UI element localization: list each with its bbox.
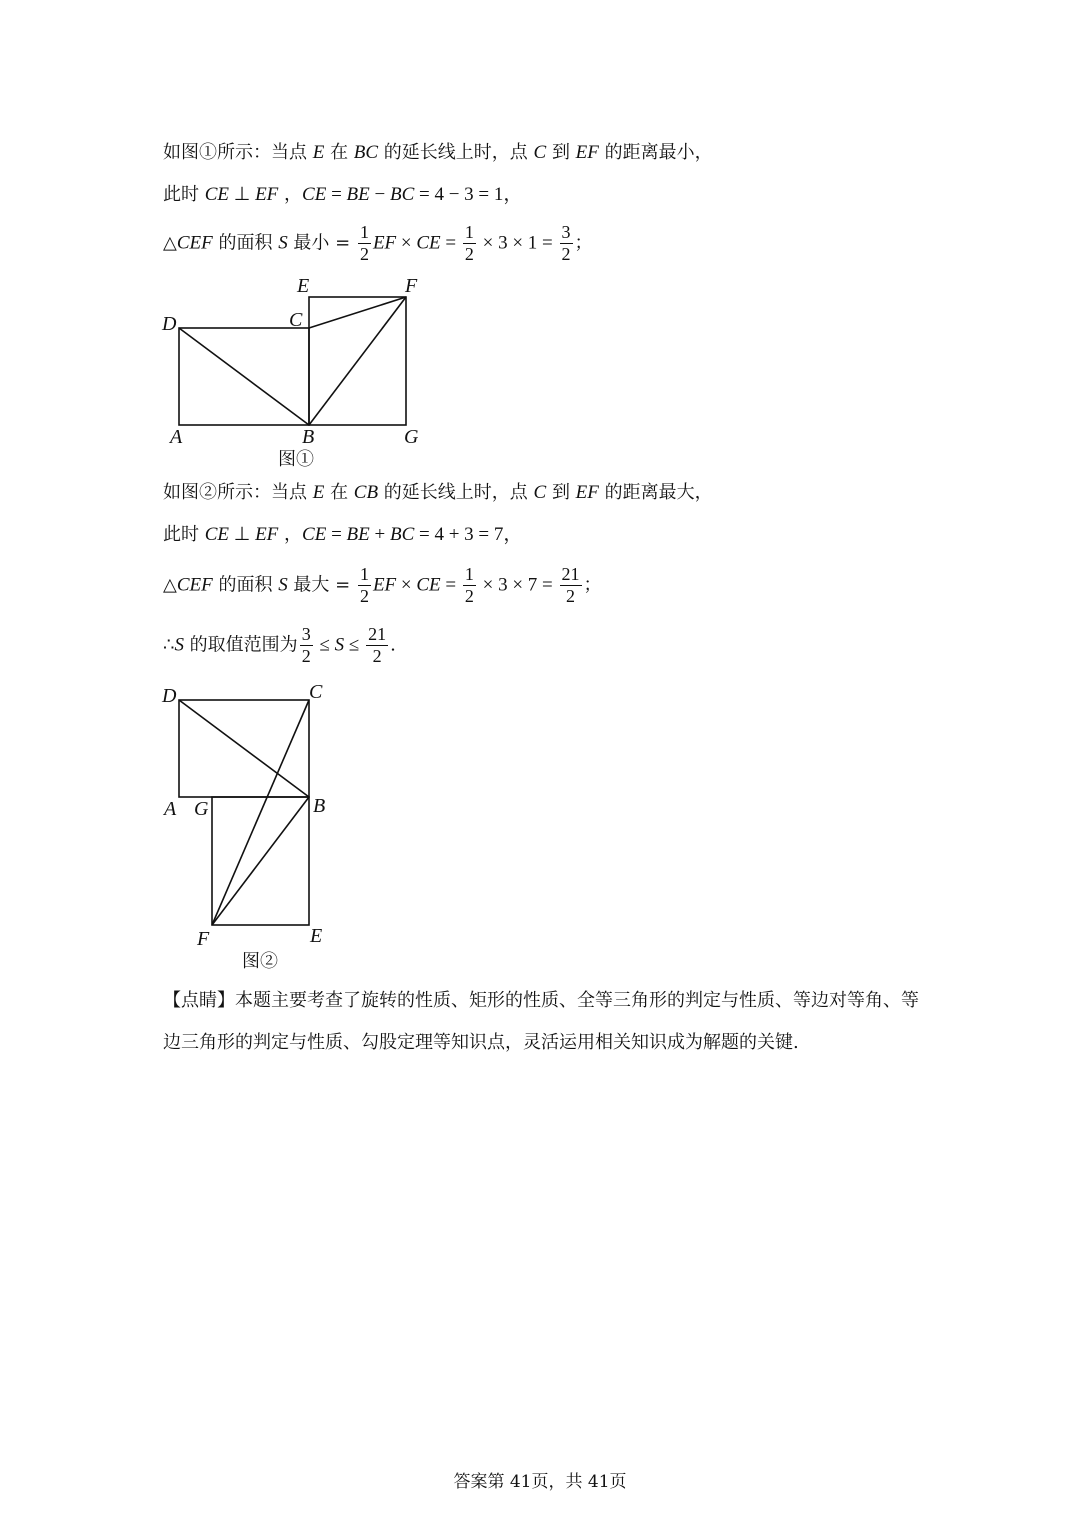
fraction: $\frac{3}{2}$ — [301, 624, 311, 666]
fraction: $\frac{1}{2}$ — [464, 222, 474, 264]
fraction: $\frac{21}{2}$ — [561, 564, 580, 606]
solution-line-7: ∴S 的取值范围为 $\frac{3}{2}$ ≤ S ≤ $\frac{21}{2}$ . — [163, 624, 396, 666]
figure-1 — [150, 270, 450, 460]
solution-line-1: 如图①所示：当点 E 在 BC 的延长线上时，点 C 到 EF 的距离最小， — [163, 142, 713, 163]
label-D: D — [162, 685, 177, 707]
key-point-text: 本题主要考查了旋转的性质、矩形的性质、全等三角形的判定与性质、等边对等角、等边三角形的判定与性质、勾股定理等知识点，灵活运用相关知识成为解题的关键. — [163, 990, 919, 1053]
label-G: G — [194, 798, 209, 820]
figure-2-caption: 图② — [242, 951, 278, 972]
page-footer: 答案第 41页，共 41页 — [453, 1472, 627, 1492]
label-F: F — [197, 928, 210, 950]
label-F: F — [405, 275, 418, 297]
figure-2 — [150, 675, 350, 950]
fraction: $\frac{21}{2}$ — [368, 624, 387, 666]
figure-2-diagram — [150, 675, 350, 950]
fraction: $\frac{1}{2}$ — [359, 564, 369, 606]
label-C: C — [289, 309, 303, 331]
label-B: B — [302, 426, 315, 448]
label-C: C — [309, 681, 323, 703]
figure-1-diagram — [150, 270, 450, 460]
label-D: D — [162, 313, 177, 335]
label-A: A — [164, 798, 177, 820]
solution-line-3: △CEF 的面积 S 最小 = $\frac{1}{2}$ EF × CE = $\frac{1}{2}$ × 3 × 1 = $\frac{3}{2}$ ； — [163, 222, 593, 264]
solution-line-5: 此时 CE ⊥ EF ，CE = BE + BC = 4 + 3 = 7， — [163, 524, 523, 545]
key-point-tag: 【点睛】 — [163, 990, 235, 1011]
solution-line-6: △CEF 的面积 S 最大 = $\frac{1}{2}$ EF × CE = $\frac{1}{2}$ × 3 × 7 = $\frac{21}{2}$ ； — [163, 564, 602, 606]
fraction: $\frac{1}{2}$ — [359, 222, 369, 264]
label-E: E — [310, 925, 323, 947]
label-E: E — [297, 275, 310, 297]
solution-line-2: 此时 CE ⊥ EF ，CE = BE − BC = 4 − 3 = 1， — [163, 184, 523, 205]
label-B: B — [313, 795, 326, 817]
fraction: $\frac{3}{2}$ — [561, 222, 571, 264]
label-G: G — [404, 426, 419, 448]
figure-1-caption: 图① — [278, 449, 314, 470]
key-point-comment — [163, 980, 923, 1064]
fraction: $\frac{1}{2}$ — [464, 564, 474, 606]
solution-line-4: 如图②所示：当点 E 在 CB 的延长线上时，点 C 到 EF 的距离最大， — [163, 482, 713, 503]
label-A: A — [170, 426, 183, 448]
